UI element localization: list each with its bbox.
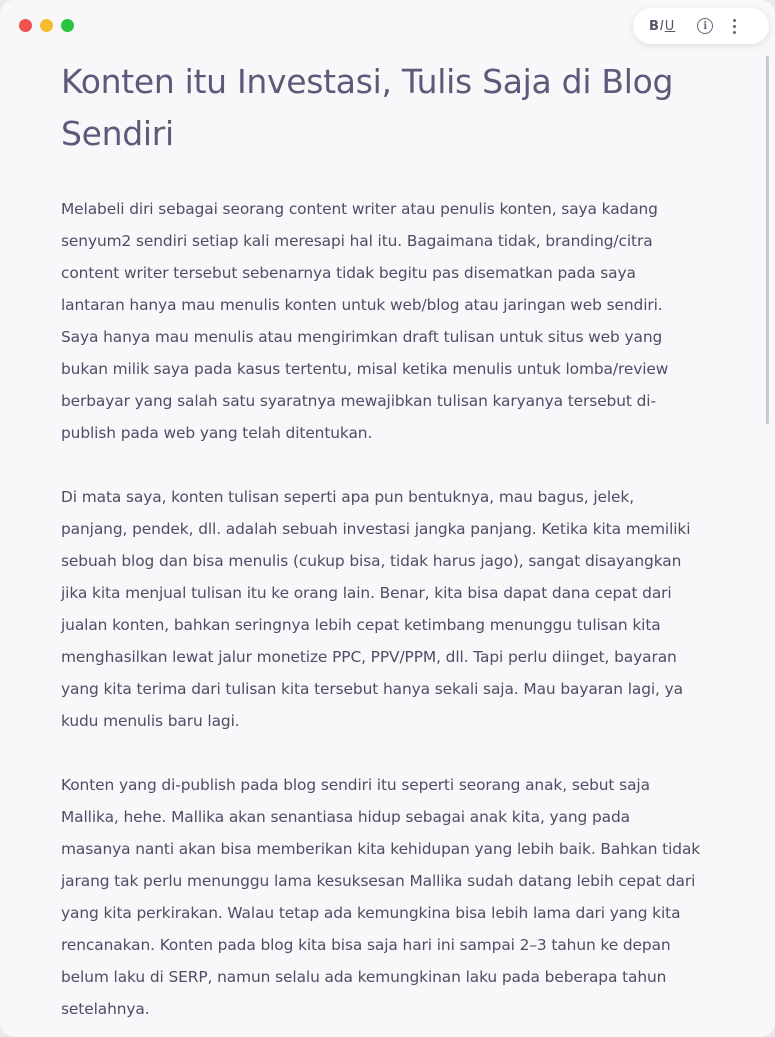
zoom-button[interactable] [61, 19, 74, 32]
paragraph: Melabeli diri sebagai seorang content writer atau penulis konten, saya kadang senyum2 sendiri setiap kali meresapi hal itu. Bagaimana tidak, branding/citra content writer tersebut sebenarnya tidak begitu pas disematkan pada saya lantaran hanya mau menulis konten untuk web/blog atau jaringan web sendiri. Saya hanya mau menulis atau mengirimkan draft tulisan untuk situs web yang bukan milik saya pada kasus tertentu, misal ketika menulis untuk lomba/review berbayar yang salah satu syaratnya mewajibkan tulisan karyanya tersebut di-publish pada web yang telah ditentukan. [61, 200, 669, 442]
floating-toolbar [633, 8, 769, 44]
italic-icon: I [659, 18, 665, 34]
bold-icon: B [649, 18, 660, 34]
minimize-button[interactable] [40, 19, 53, 32]
more-options-icon[interactable] [733, 19, 736, 34]
page-title: Konten itu Investasi, Tulis Saja di Blog Sendiri [61, 62, 674, 153]
underline-icon: U [664, 18, 676, 34]
text-format-button[interactable] [649, 19, 675, 34]
paragraph: Konten yang di-publish pada blog sendiri itu seperti seorang anak, sebut saja Mallika, hehe. Mallika akan senantiasa hidup sebagai anak kita, yang pada masanya nanti akan bisa memberikan kita kehidupan yang lebih baik. Bahkan tidak jarang tak perlu menunggu lama kesuksesan Mallika sudah datang lebih cepat dari yang kita perkirakan. Walau tetap ada kemungkina bisa lebih lama dari yang kita rencanakan. Konten pada blog kita bisa saja hari ini sampai 2–3 tahun ke depan belum laku di SERP, namun selalu ada kemungkinan laku pada beberapa tahun setelahnya. [61, 776, 701, 1018]
paragraph: Di mata saya, konten tulisan seperti apa pun bentuknya, mau bagus, jelek, panjang, pendek, dll. adalah sebuah investasi jangka panjang. Ketika kita memiliki sebuah blog dan bisa menulis (cukup bisa, tidak harus jago), sangat disayangkan jika kita menjual tulisan itu ke orang lain. Benar, kita bisa dapat dana cepat dari jualan konten, bahkan seringnya lebih cepat ketimbang menunggu tulisan kita menghasilkan lewat jalur monetize PPC, PPV/PPM, dll. Tapi perlu diinget, bayaran yang kita terima dari tulisan kita tersebut hanya sekali saja. Mau bayaran lagi, ya kudu menulis baru lagi. [61, 488, 691, 730]
document-body[interactable] [61, 56, 701, 1025]
window-controls [19, 19, 74, 32]
close-button[interactable] [19, 19, 32, 32]
scrollbar[interactable] [766, 56, 769, 424]
info-icon[interactable]: i [697, 18, 713, 34]
